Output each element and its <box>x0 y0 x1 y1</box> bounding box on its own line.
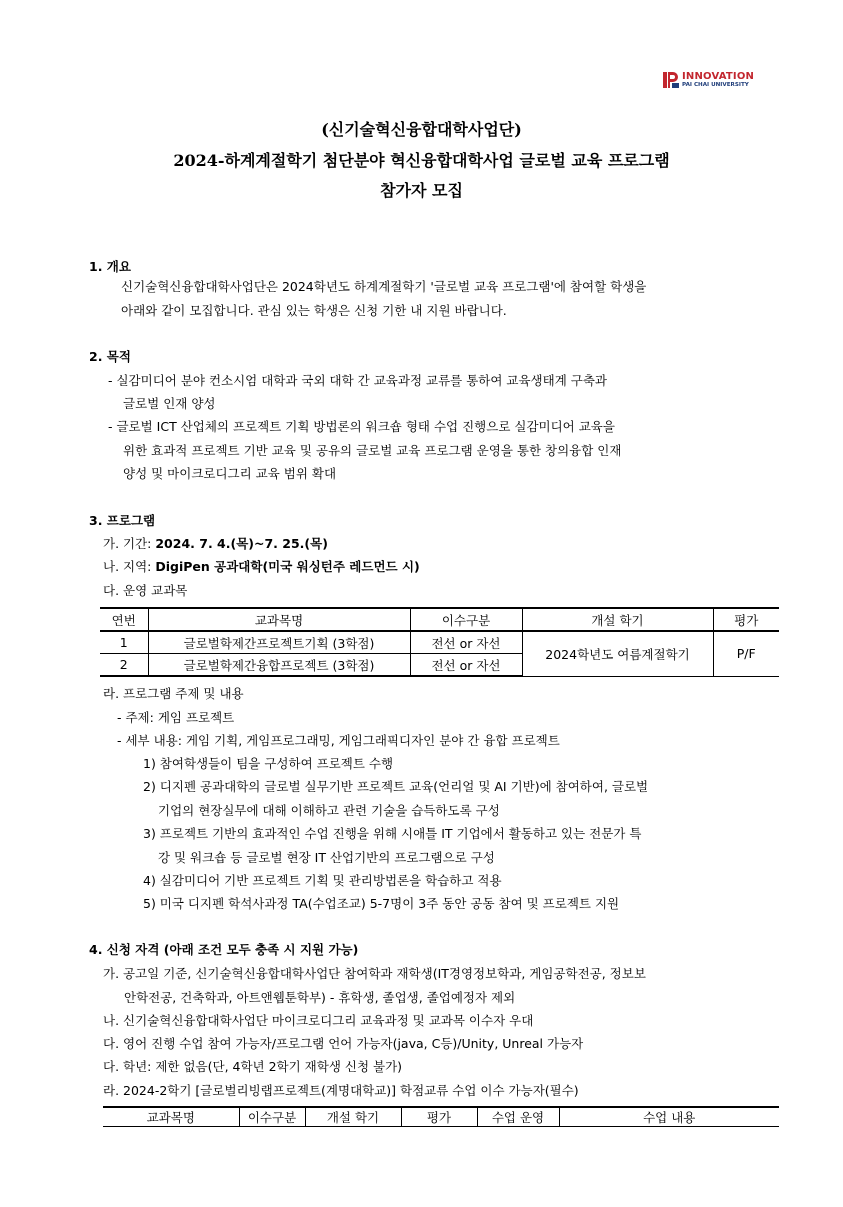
header-type: 이수구분 <box>239 1107 305 1127</box>
eligibility-a-line-1: 가. 공고일 기준, 신기술혁신융합대학사업단 참여학과 재학생(IT경영정보학과, 게임공학전공, 정보보 <box>103 966 646 981</box>
detail-item-3-line-2: 강 및 워크숍 등 글로벌 현장 IT 산업기반의 프로그램으로 구성 <box>158 850 495 865</box>
header-class-operation: 수업 운영 <box>477 1107 559 1127</box>
purpose-1-line-2: 글로벌 인재 양성 <box>123 396 216 411</box>
detail-item-4: 4) 실감미디어 기반 프로젝트 기획 및 관리방법론을 학습하고 적용 <box>143 873 502 888</box>
purpose-2-line-3: 양성 및 마이크로디그리 교육 범위 확대 <box>123 466 337 481</box>
row-no: 1 <box>100 631 148 654</box>
logo-subtext: PAI CHAI UNIVERSITY <box>682 82 749 88</box>
section-2-heading: 2. 목적 <box>89 349 131 364</box>
header-course-name: 교과목명 <box>148 608 410 631</box>
title-line-1: (신기술혁신융합대학사업단) <box>321 120 522 139</box>
program-region <box>103 557 420 575</box>
header-semester: 개설 학기 <box>522 608 713 631</box>
eligibility-c: 다. 영어 진행 수업 참여 가능자/프로그램 언어 가능자(java, C등)/Unity, Unreal 가능자 <box>103 1036 584 1051</box>
course-table-header-row <box>100 608 779 631</box>
detail-item-2-line-2: 기업의 현장실무에 대해 이해하고 관련 기술을 습득하도록 구성 <box>158 803 500 818</box>
purpose-2-line-1: - 글로벌 ICT 산업체의 프로젝트 기획 방법론의 워크숍 형태 수업 진행으로 실감미디어 교육을 <box>108 419 615 434</box>
detail-item-3-line-1: 3) 프로젝트 기반의 효과적인 수업 진행을 위해 시애틀 IT 기업에서 활동하고 있는 전문가 특 <box>143 826 642 841</box>
eligibility-b: 나. 신기술혁신융합대학사업단 마이크로디그리 교육과정 및 교과목 이수자 우대 <box>103 1013 534 1028</box>
topic-label: 라. 프로그램 주제 및 내용 <box>103 686 244 701</box>
eligibility-e: 라. 2024-2학기 [글로벌리빙랩프로젝트(계명대학교)] 학점교류 수업 이수 가능자(필수) <box>103 1083 579 1098</box>
pai-chai-logo-icon <box>663 72 679 88</box>
logo-text: INNOVATION <box>682 71 755 82</box>
row-no: 2 <box>100 654 148 677</box>
program-period <box>103 534 328 552</box>
program-region-label: 나. 지역: <box>103 559 156 574</box>
course-table <box>100 607 779 677</box>
header-class-content: 수업 내용 <box>559 1107 779 1127</box>
exchange-table-header-row <box>103 1107 779 1127</box>
section-1-heading: 1. 개요 <box>89 259 131 274</box>
semester-cell: 2024학년도 여름계절학기 <box>522 631 713 676</box>
section-1-text-line-2: 아래와 같이 모집합니다. 관심 있는 학생은 신청 기한 내 지원 바랍니다. <box>121 303 507 318</box>
header-course-name: 교과목명 <box>103 1107 239 1127</box>
row-course-name: 글로벌학제간융합프로젝트 (3학점) <box>148 654 410 677</box>
title-line-2: 2024-하계계절학기 첨단분야 혁신융합대학사업 글로벌 교육 프로그램 <box>173 151 670 170</box>
detail-item-2-line-1: 2) 디지펜 공과대학의 글로벌 실무기반 프로젝트 교육(언리얼 및 AI 기반)에 참여하여, 글로벌 <box>143 779 649 794</box>
purpose-2-line-2: 위한 효과적 프로젝트 기반 교육 및 공유의 글로벌 교육 프로그램 운영을 통한 창의융합 인재 <box>123 443 622 458</box>
row-course-name: 글로벌학제간프로젝트기획 (3학점) <box>148 631 410 654</box>
detail-item-1: 1) 참여학생들이 팀을 구성하여 프로젝트 수행 <box>143 756 394 771</box>
eligibility-a-line-2: 안학전공, 건축학과, 아트앤웹툰학부) - 휴학생, 졸업생, 졸업예정자 제외 <box>124 990 516 1005</box>
course-label: 다. 운영 교과목 <box>103 583 188 598</box>
program-region-value: DigiPen 공과대학(미국 워싱턴주 레드먼드 시) <box>155 559 420 574</box>
eligibility-d: 다. 학년: 제한 없음(단, 4학년 2학기 재학생 신청 불가) <box>103 1059 403 1074</box>
title-line-3: 참가자 모집 <box>380 181 463 200</box>
program-period-label: 가. 기간: <box>103 536 156 551</box>
table-row <box>100 631 779 654</box>
detail-text: - 세부 내용: 게임 기획, 게임프로그래밍, 게임그래픽디자인 분야 간 융합 프로젝트 <box>117 733 560 748</box>
grading-cell: P/F <box>713 631 779 676</box>
row-type: 전선 or 자선 <box>410 654 522 677</box>
section-3-heading: 3. 프로그램 <box>89 513 156 528</box>
header-grading: 평가 <box>713 608 779 631</box>
header-no: 연번 <box>100 608 148 631</box>
header-grading: 평가 <box>401 1107 477 1127</box>
detail-item-5: 5) 미국 디지펜 학석사과정 TA(수업조교) 5-7명이 3주 동안 공동 참여 및 프로젝트 지원 <box>143 896 620 911</box>
header-type: 이수구분 <box>410 608 522 631</box>
section-1-text-line-1: 신기술혁신융합대학사업단은 2024학년도 하계계절학기 '글로벌 교육 프로그램'에 참여할 학생을 <box>121 279 647 294</box>
purpose-1-line-1: - 실감미디어 분야 컨소시엄 대학과 국외 대학 간 교육과정 교류를 통하여 교육생태계 구축과 <box>108 373 607 388</box>
section-4-heading: 4. 신청 자격 (아래 조건 모두 충족 시 지원 가능) <box>89 942 359 957</box>
row-type: 전선 or 자선 <box>410 631 522 654</box>
exchange-course-table <box>103 1106 779 1127</box>
logo <box>663 71 759 89</box>
topic-text: - 주제: 게임 프로젝트 <box>117 710 235 725</box>
header-semester: 개설 학기 <box>305 1107 401 1127</box>
program-period-value: 2024. 7. 4.(목)~7. 25.(목) <box>155 536 328 551</box>
